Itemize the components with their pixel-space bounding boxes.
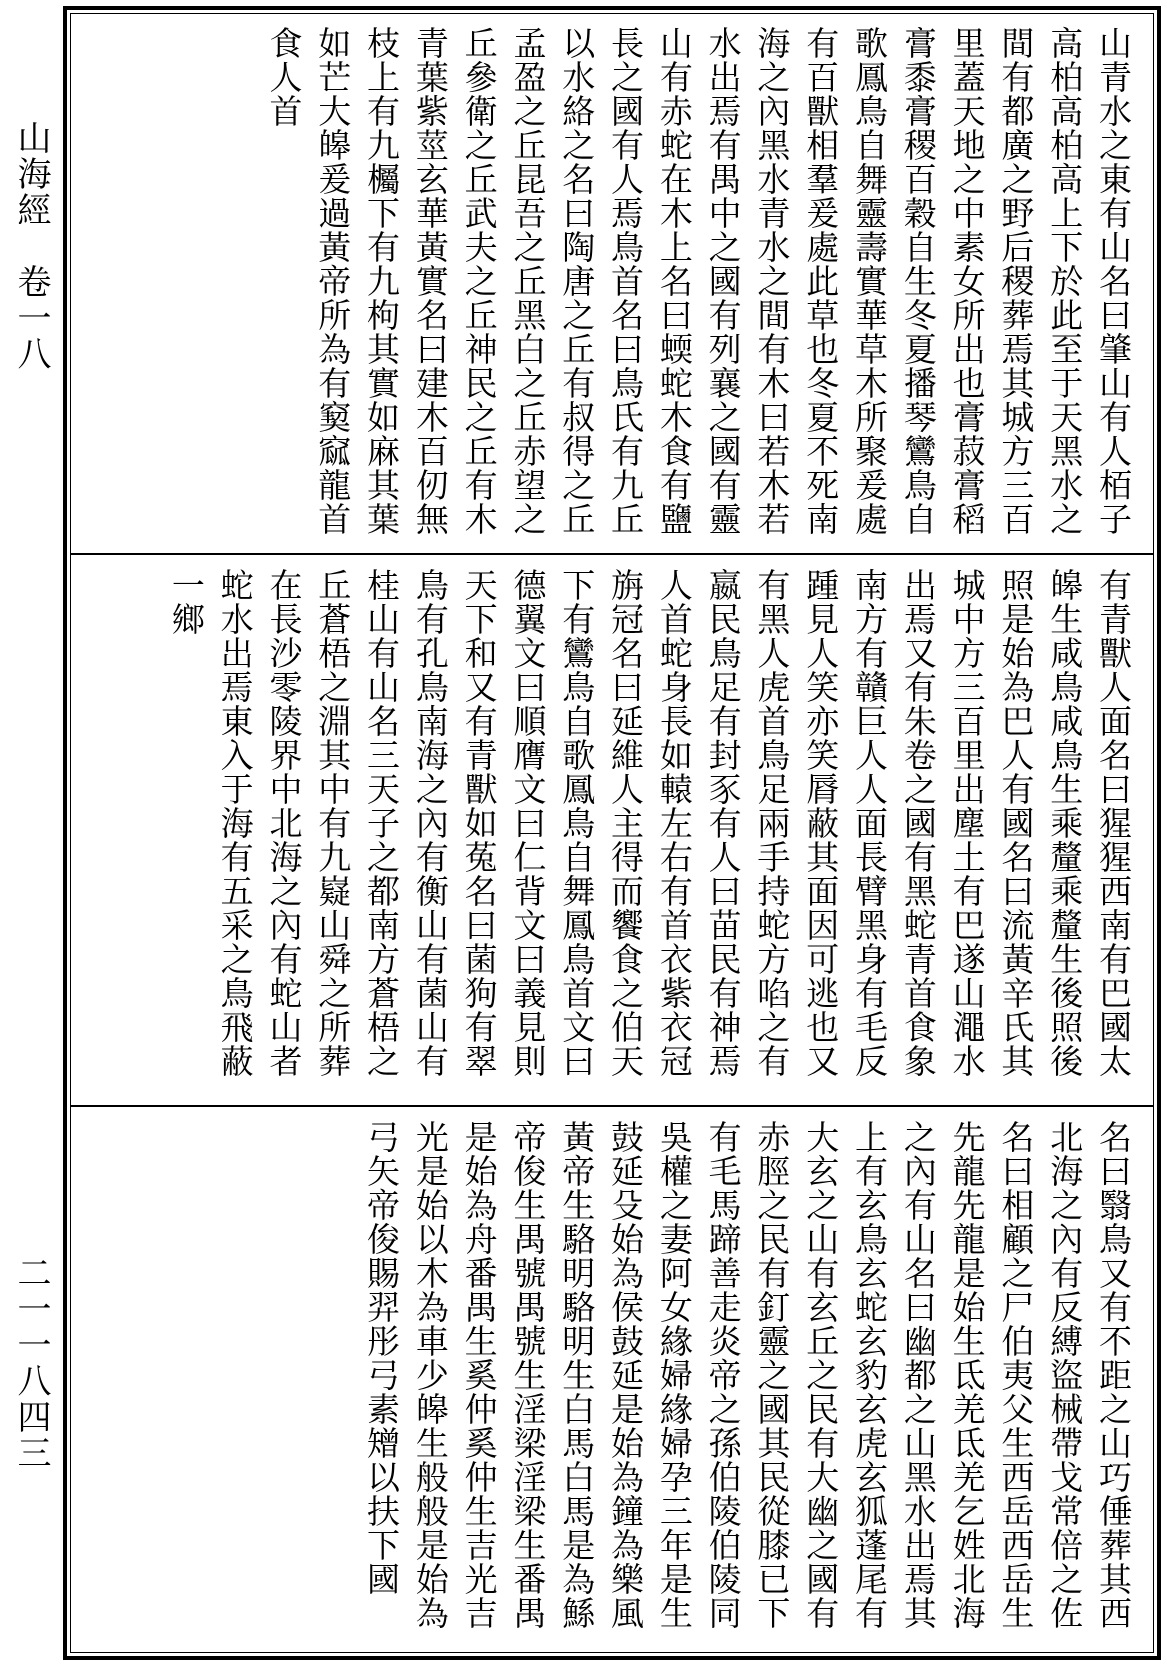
register-middle-paragraph: 有青獸人面名曰猩猩西南有巴國太皞生咸鳥咸鳥生乘釐乘釐生後照後照是始為巴人有國名曰流黃辛氏其城中方三百里出塵土有巴遂山澠水出焉又有朱卷之國有黑蛇青首食象南方有贛巨人人面長臂黑身有毛反踵見人笑亦笑脣蔽其面因可逃也又有黑人虎首鳥足兩手持蛇方啗之有嬴民鳥足有封豕有人曰苗民有神焉人首蛇身長如轅左右有首衣紫衣冠旃冠名曰延維人主得而饗食之伯天下有鸞鳥自歌鳳鳥自舞鳳鳥首文曰德翼文曰順膺文曰仁背文曰義見則天下和又有青獸如菟名曰菌狗有翠鳥有孔鳥南海之內有衡山有菌山有桂山有山名三天子之都南方蒼梧之丘蒼梧之淵其中有九嶷山舜之所葬在長沙零陵界中北海之內有蛇山者蛇水出焉東入于海有五采之鳥飛蔽一鄉 xyxy=(166,568,1133,1078)
register-middle xyxy=(71,556,1153,1104)
book-title: 山海經 卷一八 xyxy=(11,120,51,372)
register-top xyxy=(71,14,1153,552)
page-inner-border xyxy=(70,13,1154,1653)
page-frame xyxy=(63,6,1161,1660)
page-number: 二一一八四三 xyxy=(11,1255,51,1471)
register-divider-1 xyxy=(71,553,1153,555)
register-bottom-paragraph: 名曰翳鳥又有不距之山巧倕葬其西北海之內有反縛盜械帶戈常倍之佐名曰相顧之尸伯夷父生西岳西岳生先龍先龍是始生氐羌氐羌乞姓北海之內有山名曰幽都之山黑水出焉其上有玄鳥玄蛇玄豹玄虎玄狐蓬尾有大玄之山有玄丘之民有大幽之國有赤脛之民有釘靈之國其民從膝已下有毛馬蹄善走炎帝之孫伯陵伯陵同吳權之妻阿女緣婦緣婦孕三年是生鼓延殳始為侯鼓延是始為鐘為樂風黃帝生駱明駱明生白馬白馬是為鯀帝俊生禺號禺號生淫梁淫梁生番禺是始為舟番禺生奚仲奚仲生吉光吉光是始以木為車少皞生般般是始為弓矢帝俊賜羿彤弓素矰以扶下國 xyxy=(362,1120,1133,1630)
register-divider-2 xyxy=(71,1105,1153,1107)
register-bottom xyxy=(71,1108,1153,1658)
register-bottom-text xyxy=(87,1120,1137,1650)
register-top-text xyxy=(87,26,1137,544)
left-margin xyxy=(6,120,56,1540)
register-middle-text xyxy=(87,568,1137,1096)
register-top-paragraph: 山青水之東有山名曰肇山有人栢子高柏高柏高上下於此至于天黑水之間有都廣之野后稷葬焉其城方三百里蓋天地之中素女所出也膏菽膏稻膏黍膏稷百穀自生冬夏播琴鸞鳥自歌鳳鳥自舞靈壽實華草木所聚爰處有百獸相羣爰處此草也冬夏不死南海之內黑水青水之間有木曰若木若水出焉有禺中之國有列襄之國有靈山有赤蛇在木上名曰蝡蛇木食有鹽長之國有人焉鳥首名曰鳥氏有九丘以水絡之名曰陶唐之丘有叔得之丘孟盈之丘昆吾之丘黑白之丘赤望之丘參衛之丘武夫之丘神民之丘有木青葉紫莖玄華黃實名曰建木百仞無枝上有九欘下有九枸其實如麻其葉如芒大皞爰過黃帝所為有窫窳龍首食人首 xyxy=(264,26,1133,536)
